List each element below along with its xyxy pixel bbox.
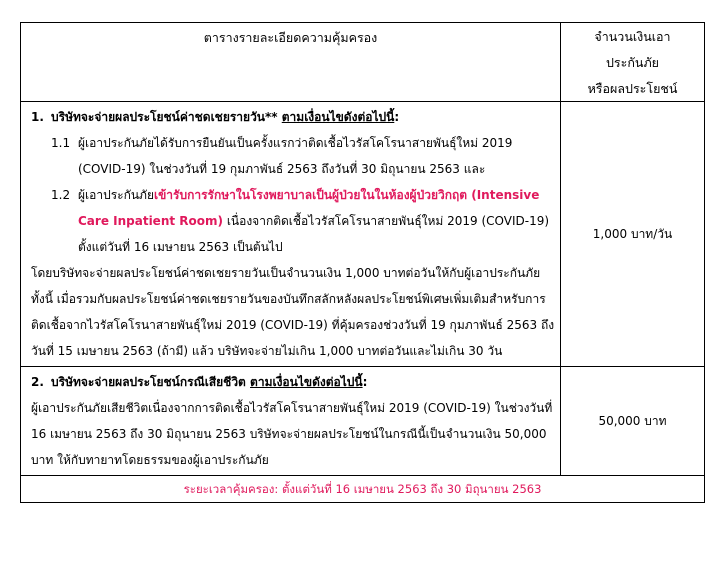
details-header-title: ตารางรายละเอียดความคุ้มครอง <box>203 30 378 45</box>
section1-sub2-number: 1.2 <box>51 188 71 202</box>
section2-number: 2. <box>31 375 44 389</box>
section2-amount: 50,000 บาท <box>561 367 705 476</box>
section1-amount: 1,000 บาท/วัน <box>561 102 705 367</box>
coverage-table <box>20 22 705 503</box>
section2-condition: ตามเงื่อนไขดังต่อไปนี้ <box>250 375 363 389</box>
section1-sub2-text-before: ผู้เอาประกันภัย <box>78 188 154 202</box>
section2-row <box>21 367 705 476</box>
section1-sub2 <box>31 182 556 260</box>
footer-row <box>21 476 705 503</box>
section1-title-text: บริษัทจะจ่ายผลประโยชน์ค่าชดเชยรายวัน** <box>51 110 282 124</box>
section1-sub2-text-after: เนื่องจากติดเชื้อไวรัสโคโรนาสายพันธุ์ใหม่ 2019 (COVID-19) ตั้งแต่วันที่ 16 เมษายน 2563 เป็นต้นไป <box>78 214 550 254</box>
section1-row <box>21 102 705 367</box>
amount-header-line2: ประกันภัย <box>605 55 660 70</box>
section1-condition: ตามเงื่อนไขดังต่อไปนี้ <box>281 110 395 124</box>
section1-number: 1. <box>31 110 44 124</box>
details-header-cell <box>21 23 561 102</box>
section2-title: 2. บริษัทจะจ่ายผลประโยชน์กรณีเสียชีวิต ตามเงื่อนไขดังต่อไปนี้: <box>31 369 556 395</box>
section2-details <box>21 367 561 476</box>
section1-sub2-text <box>78 182 556 260</box>
coverage-period: ระยะเวลาคุ้มครอง: ตั้งแต่วันที่ 16 เมษายน 2563 ถึง 30 มิถุนายน 2563 <box>21 476 705 503</box>
section1-sub1 <box>31 130 556 182</box>
header-row <box>21 23 705 102</box>
amount-header-line3: หรือผลประโยชน์ <box>587 81 678 96</box>
section2-title-text: บริษัทจะจ่ายผลประโยชน์กรณีเสียชีวิต <box>51 375 251 389</box>
section1-details <box>21 102 561 367</box>
section1-sub1-text: ผู้เอาประกันภัยได้รับการยืนยันเป็นครั้งแรกว่าติดเชื้อไวรัสโคโรนาสายพันธุ์ใหม่ 2019 (COVID-19) ในช่วงวันที่ 19 กุมภาพันธ์ 2563 ถึงวันที่ 30 มิถุนายน 2563 และ <box>78 136 513 176</box>
section1-title: 1. บริษัทจะจ่ายผลประโยชน์ค่าชดเชยรายวัน** ตามเงื่อนไขดังต่อไปนี้: <box>31 104 556 130</box>
section2-paragraph: ผู้เอาประกันภัยเสียชีวิตเนื่องจากการติดเชื้อไวรัสโคโรนาสายพันธุ์ใหม่ 2019 (COVID-19) ในช่วงวันที่ 16 เมษายน 2563 ถึง 30 มิถุนายน 2563 บริษัทจะจ่ายผลประโยชน์ในกรณีนี้เป็นจำนวนเงิน 50,000 บาท ให้กับทายาทโดยธรรมของผู้เอาประกันภัย <box>31 401 553 467</box>
amount-header-line1: จำนวนเงินเอา <box>594 29 671 44</box>
amount-header-cell <box>561 23 705 102</box>
section1-sub1-number: 1.1 <box>51 136 71 150</box>
section1-sub2-highlight: เข้ารับการรักษาในโรงพยาบาลเป็นผู้ป่วยในในห้องผู้ป่วยวิกฤต (Intensive Care Inpatient Room) <box>78 188 540 228</box>
section1-paragraph: โดยบริษัทจะจ่ายผลประโยชน์ค่าชดเชยรายวันเป็นจำนวนเงิน 1,000 บาทต่อวันให้กับผู้เอาประกันภัย ทั้งนี้ เมื่อรวมกับผลประโยชน์ค่าชดเชยรายวันของบันทึกสลักหลังผลประโยชน์พิเศษเพิ่มเติมสำหรับการติดเชื้อจากไวรัสโคโรนาสายพันธุ์ใหม่ 2019 (COVID-19) ที่คุ้มครองช่วงวันที่ 19 กุมภาพันธ์ 2563 ถึงวันที่ 15 เมษายน 2563 (ถ้ามี) แล้ว บริษัทจะจ่ายไม่เกิน 1,000 บาทต่อวันและไม่เกิน 30 วัน <box>31 266 555 358</box>
